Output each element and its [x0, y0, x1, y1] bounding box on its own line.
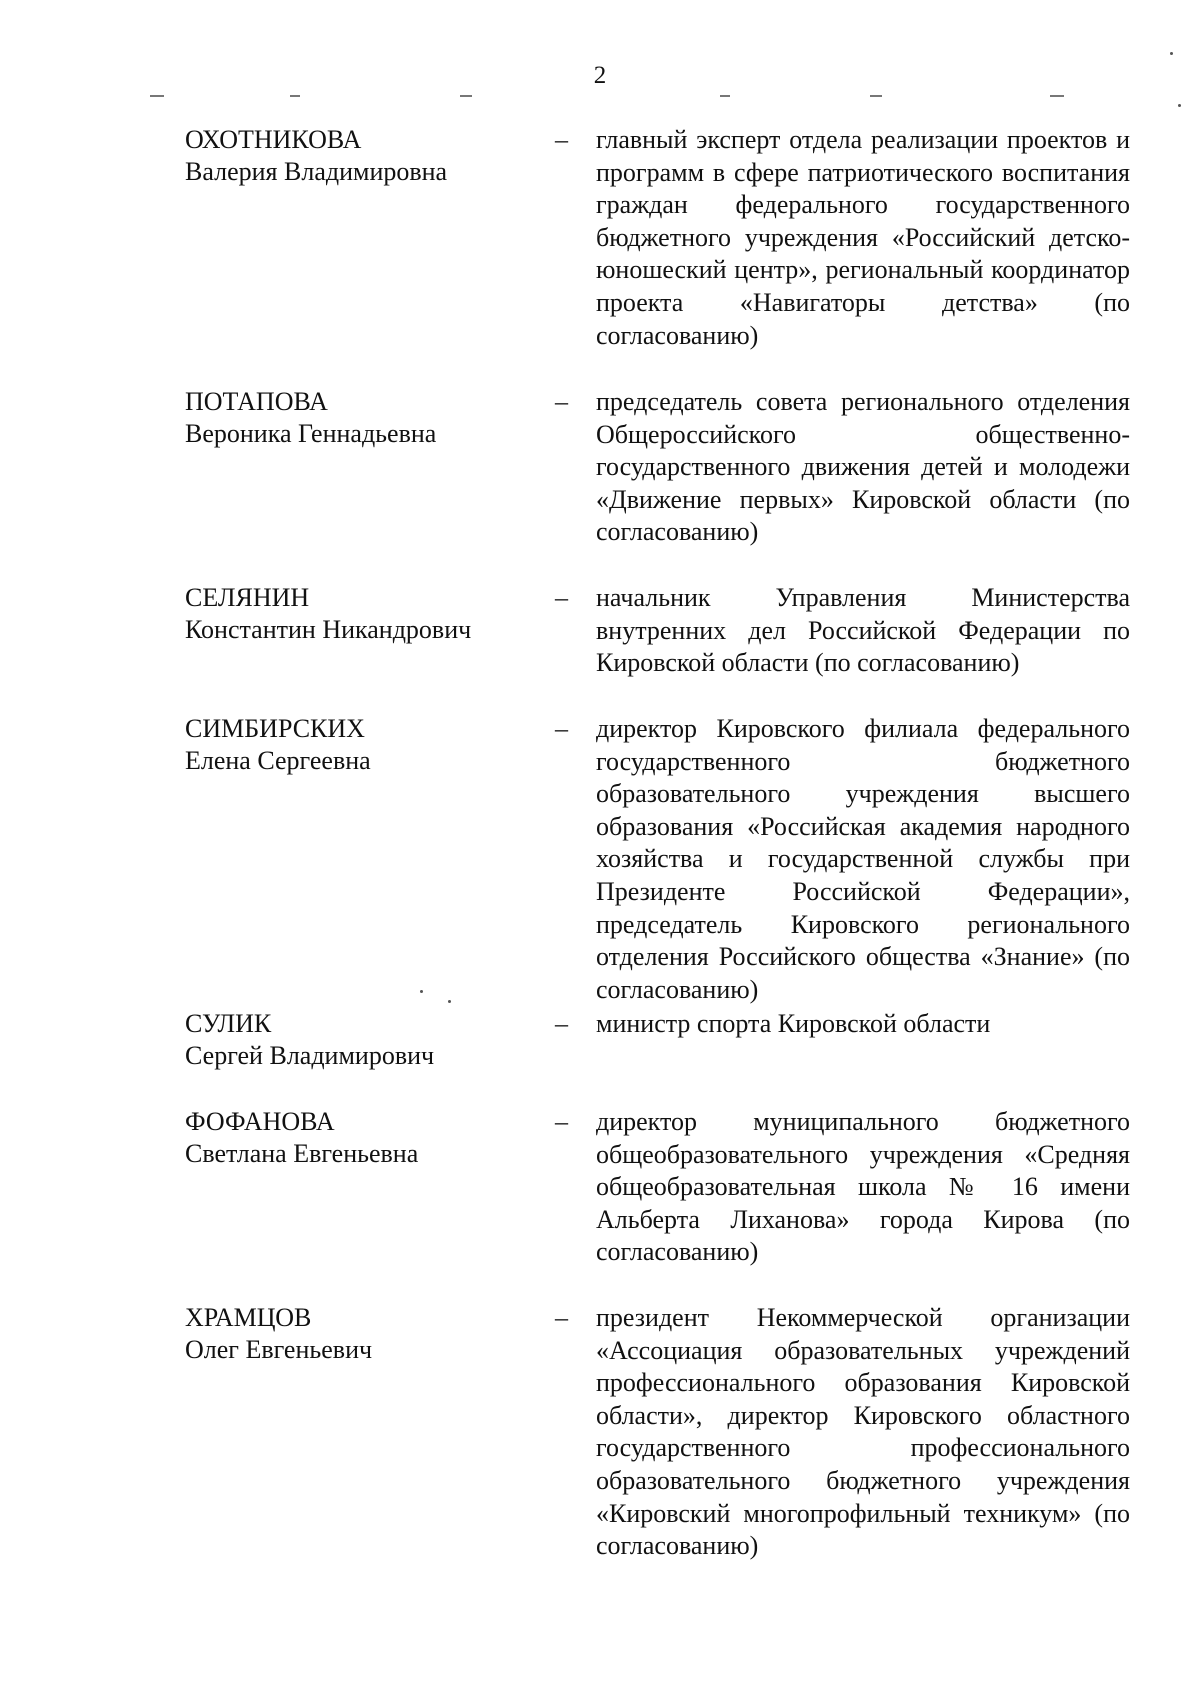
member-surname: ПОТАПОВА — [185, 387, 328, 416]
member-position: начальник Управления Министерства внутренних дел Российской Федерации по Кировской области (по согласованию) — [596, 583, 1130, 678]
scan-artifact-speck — [448, 1000, 451, 1003]
separator-dash: – — [555, 387, 568, 416]
separator-dash: – — [555, 125, 568, 154]
separator-dash: – — [555, 1107, 568, 1136]
scan-artifact-line — [460, 95, 472, 97]
member-position: министр спорта Кировской области — [596, 1009, 991, 1038]
member-name — [185, 1302, 525, 1366]
member-given-names: Олег Евгеньевич — [185, 1335, 373, 1364]
scan-artifact-speck — [420, 990, 423, 993]
separator-dash: – — [555, 714, 568, 743]
scan-artifact-line — [290, 95, 300, 97]
scan-artifact-line — [150, 95, 164, 97]
member-name — [185, 713, 525, 777]
member-position: директор Кировского филиала федерального государственного бюджетного образовательного учреждения высшего образования «Российская академия народного хозяйства и государственной службы при Президенте Российской Федерации», председатель Кировского регионального отделения Российского общества «Знание» (по согласованию) — [596, 714, 1130, 1004]
member-given-names: Елена Сергеевна — [185, 746, 371, 775]
member-position: директор муниципального бюджетного общеобразовательного учреждения «Средняя общеобразовательная школа № 16 имени Альберта Лиханова» города Кирова (по согласованию) — [596, 1107, 1130, 1267]
member-position: главный эксперт отдела реализации проектов и программ в сфере патриотического воспитания граждан федерального государственного бюджетного учреждения «Российский детско-юношеский центр», региональный координатор проекта «Навигаторы детства» (по согласованию) — [596, 125, 1130, 350]
scan-artifact-speck — [1170, 52, 1173, 55]
scan-artifact-line — [720, 95, 730, 97]
member-position: председатель совета регионального отделения Общероссийского общественно-государственного движения детей и молодежи «Движение первых» Кировской области (по согласованию) — [596, 387, 1130, 547]
scan-artifact-speck — [1178, 104, 1181, 107]
member-name — [185, 582, 525, 646]
member-position: президент Некоммерческой организации «Ассоциация образовательных учреждений профессионального образования Кировской области», директор Кировского областного государственного профессионального образовательного бюджетного учреждения «Кировский многопрофильный техникум» (по согласованию) — [596, 1303, 1130, 1561]
member-name — [185, 124, 525, 188]
member-surname: СУЛИК — [185, 1009, 272, 1038]
member-given-names: Константин Никандрович — [185, 615, 472, 644]
separator-dash: – — [555, 1303, 568, 1332]
separator-dash: – — [555, 583, 568, 612]
member-given-names: Светлана Евгеньевна — [185, 1139, 419, 1168]
member-surname: ХРАМЦОВ — [185, 1303, 312, 1332]
member-given-names: Валерия Владимировна — [185, 157, 448, 186]
member-surname: СЕЛЯНИН — [185, 583, 310, 612]
member-name — [185, 1008, 525, 1072]
scan-artifact-line — [1050, 95, 1064, 97]
member-surname: ФОФАНОВА — [185, 1107, 335, 1136]
page-number: 2 — [593, 62, 607, 89]
member-given-names: Сергей Владимирович — [185, 1041, 435, 1070]
member-given-names: Вероника Геннадьевна — [185, 419, 437, 448]
member-name — [185, 1106, 525, 1170]
separator-dash: – — [555, 1009, 568, 1038]
member-surname: ОХОТНИКОВА — [185, 125, 362, 154]
member-name — [185, 386, 525, 450]
scan-artifact-line — [870, 95, 882, 97]
member-surname: СИМБИРСКИХ — [185, 714, 365, 743]
